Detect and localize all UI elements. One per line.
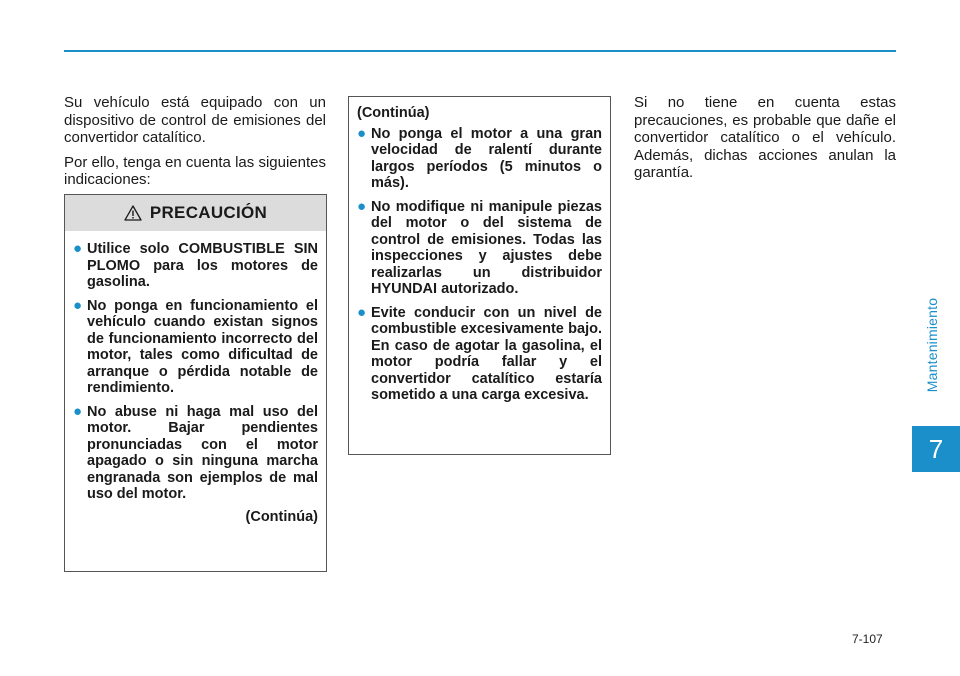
header-rule — [64, 50, 896, 52]
continued-label: (Continúa) — [357, 105, 430, 121]
caution-title: PRECAUCIÓN — [149, 203, 268, 222]
section-side-label — [912, 270, 952, 420]
bullet-icon: ● — [357, 303, 367, 321]
bullet-icon: ● — [357, 124, 367, 142]
list-item: ● Utilice solo COMBUSTIBLE SIN PLOMO para los motores de gasolina. — [73, 240, 318, 290]
continued-body — [349, 97, 610, 404]
section-label-text: Mantenimiento — [924, 297, 940, 393]
closing-column — [634, 94, 896, 189]
bullet-icon: ● — [357, 197, 367, 215]
list-item: ● No modifique ni manipule piezas del motor o del sistema de control de emisiones. Todas las inspecciones y ajustes debe realizarlas un distribuidor HYUNDAI autorizado. — [357, 197, 602, 297]
chapter-tab — [912, 426, 960, 472]
continued-caution-box — [348, 96, 611, 455]
list-item: ● No ponga el motor a una gran velocidad de ralentí durante largos períodos (5 minutos o más). — [357, 124, 602, 191]
list-item: ● Evite conducir con un nivel de combustible excesivamente bajo. En caso de agotar la gasolina, el motor podría fallar y el convertidor catalítico estaría sometido a una carga excesiva. — [357, 303, 602, 403]
bullet-icon: ● — [73, 402, 83, 420]
intro-column — [64, 94, 326, 196]
caution-header — [65, 195, 326, 231]
intro-paragraph-1: Su vehículo está equipado con un dispositivo de control de emisiones del convertidor catalítico. — [64, 94, 326, 146]
bullet-icon: ● — [73, 296, 83, 314]
list-item: ● No abuse ni haga mal uso del motor. Bajar pendientes pronunciadas con el motor apagado o sin ninguna marcha engranada son ejemplos de mal uso del motor. — [73, 402, 318, 502]
caution-box — [64, 194, 327, 572]
chapter-number: 7 — [928, 433, 944, 464]
bullet-icon: ● — [73, 240, 83, 257]
page-number: 7-107 — [852, 632, 883, 646]
continue-label: (Continúa) — [245, 508, 318, 525]
caution-body — [65, 231, 326, 525]
closing-paragraph: Si no tiene en cuenta estas precauciones, es probable que dañe el convertidor catalítico o el vehículo. Además, dichas acciones anulan la garantía. — [634, 94, 896, 181]
intro-paragraph-2: Por ello, tenga en cuenta las siguientes indicaciones: — [64, 153, 326, 188]
list-item: ● No ponga en funcionamiento el vehículo cuando existan signos de funcionamiento incorrecto del motor, tales como dificultad de arranque o pérdida notable de rendimiento. — [73, 296, 318, 396]
warning-triangle-icon — [124, 205, 142, 221]
